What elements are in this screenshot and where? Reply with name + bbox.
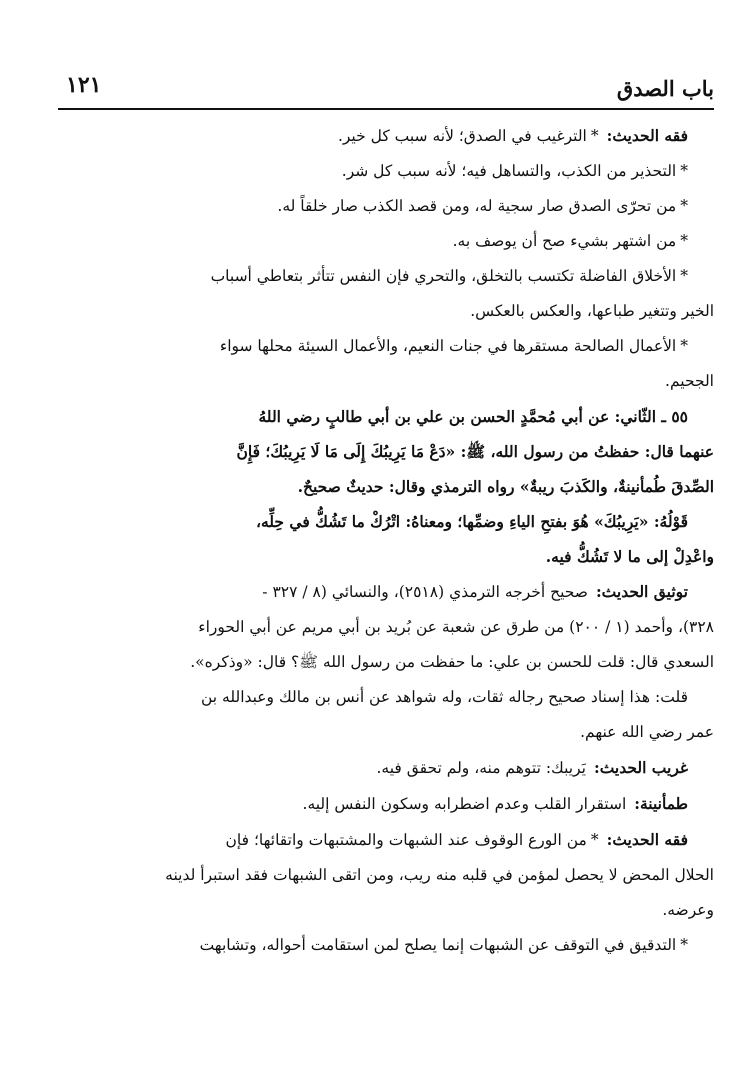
commentary-line: واعْدِلْ إلى ما لا تَشُكُّ فيه. [545,547,714,566]
section-heading: غريب الحديث: [593,758,688,777]
text-line: الجحيم. [665,372,714,390]
takhrij-line [60,574,714,610]
bullet-star: * [680,162,688,180]
bullet-star: * [680,267,688,285]
text-line: الحلال المحض لا يحصل لمؤمن في قلبه منه ريب، ومن اتقى الشبهات فقد استبرأ لدينه [165,866,714,884]
bullet-star: * [680,337,688,355]
page-body [60,118,714,963]
section-heading: فقه الحديث: [606,830,688,849]
text-line: وعرضه. [662,901,714,919]
commentary-line: قَوْلُهُ: «يَرِيبُكَ» هُوَ بفتحِ الياءِ وضمِّها؛ ومعناهُ: اتْرُكْ ما تَشُكُّ في حِلِّه، [255,512,688,531]
bullet-text: الأعمال الصالحة مستقرها في جنات النعيم، والأعمال السيئة محلها سواء [219,337,677,355]
hadith-line: الصِّدقَ طُمأنينةٌ، والكَذبَ ريبةٌ» رواه الترمذي وقال: حديثٌ صحيحٌ. [297,477,714,496]
fiqh-bullet [60,329,714,364]
section-heading: توثيق الحديث: [595,582,688,601]
gharib-text: يَريبك: تتوهم منه، ولم تحقق فيه. [376,759,586,777]
bullet-star: * [590,127,599,145]
bullet-text: الأخلاق الفاضلة تكتسب بالتخلق، والتحري فإن النفس تتأثر بتعاطي أسباب [210,267,677,285]
chapter-title: باب الصدق [616,76,714,101]
gharib-line [60,750,714,786]
fiqh-bullet [60,154,714,189]
bullet-text: من اشتهر بشيء صح أن يوصف به. [452,232,677,250]
page-number: ١٢١ [66,72,102,98]
bullet-star: * [680,936,688,954]
takhrij-line: قلت: هذا إسناد صحيح رجاله ثقات، وله شواهد عن أنس بن مالك وعبدالله بن [200,688,688,706]
section-heading: فقه الحديث: [606,126,688,145]
bullet-star: * [590,831,599,849]
fiqh-bullet [60,224,714,259]
takhrij-line: عمر رضي الله عنهم. [580,723,714,741]
bullet-text: من تحرّى الصدق صار سجية له، ومن قصد الكذب صار خلقاً له. [277,197,677,215]
fiqh-bullet [60,822,714,858]
takhrij-text: صحيح أخرجه الترمذي (٢٥١٨)، والنسائي (٨ / ٣٢٧ - [262,583,588,601]
bullet-star: * [680,197,688,215]
gharib-word: طمأنينة: [634,794,688,813]
page-header [58,70,714,110]
fiqh-bullet [60,259,714,294]
fiqh-bullet [60,928,714,963]
bullet-text: الترغيب في الصدق؛ لأنه سبب كل خير. [337,127,587,145]
bullet-text: من الورع الوقوف عند الشبهات والمشتبهات واتقائها؛ فإن [225,831,587,849]
takhrij-line: ٣٢٨)، وأحمد (١ / ٢٠٠) من طرق عن شعبة عن بُريد بن أبي مريم عن أبي الحوراء [198,618,714,636]
fiqh-bullet [60,189,714,224]
bullet-star: * [680,232,688,250]
fiqh-bullet [60,118,714,154]
text-line: الخير وتتغير طباعها، والعكس بالعكس. [470,302,714,320]
takhrij-line: السعدي قال: قلت للحسن بن علي: ما حفظت من رسول الله ﷺ؟ قال: «وذكره». [190,653,714,671]
bullet-text: التحذير من الكذب، والتساهل فيه؛ لأنه سبب كل شر. [341,162,677,180]
gharib-text: استقرار القلب وعدم اضطرابه وسكون النفس إليه. [302,795,627,813]
gharib-line [60,786,714,822]
hadith-line: ٥٥ ـ الثّاني: عن أبي مُحمَّدٍ الحسن بن علي بن أبي طالبٍ رضي اللهُ [258,407,688,426]
bullet-text: التدقيق في التوقف عن الشبهات إنما يصلح لمن استقامت أحواله، وتشابهت [199,936,677,954]
hadith-line: عنهما قال: حفظتُ من رسول الله، ﷺ: «دَعْ مَا يَرِيبُكَ إِلَى مَا لَا يَرِيبُكَ؛ فَإِنَّ [236,442,714,461]
